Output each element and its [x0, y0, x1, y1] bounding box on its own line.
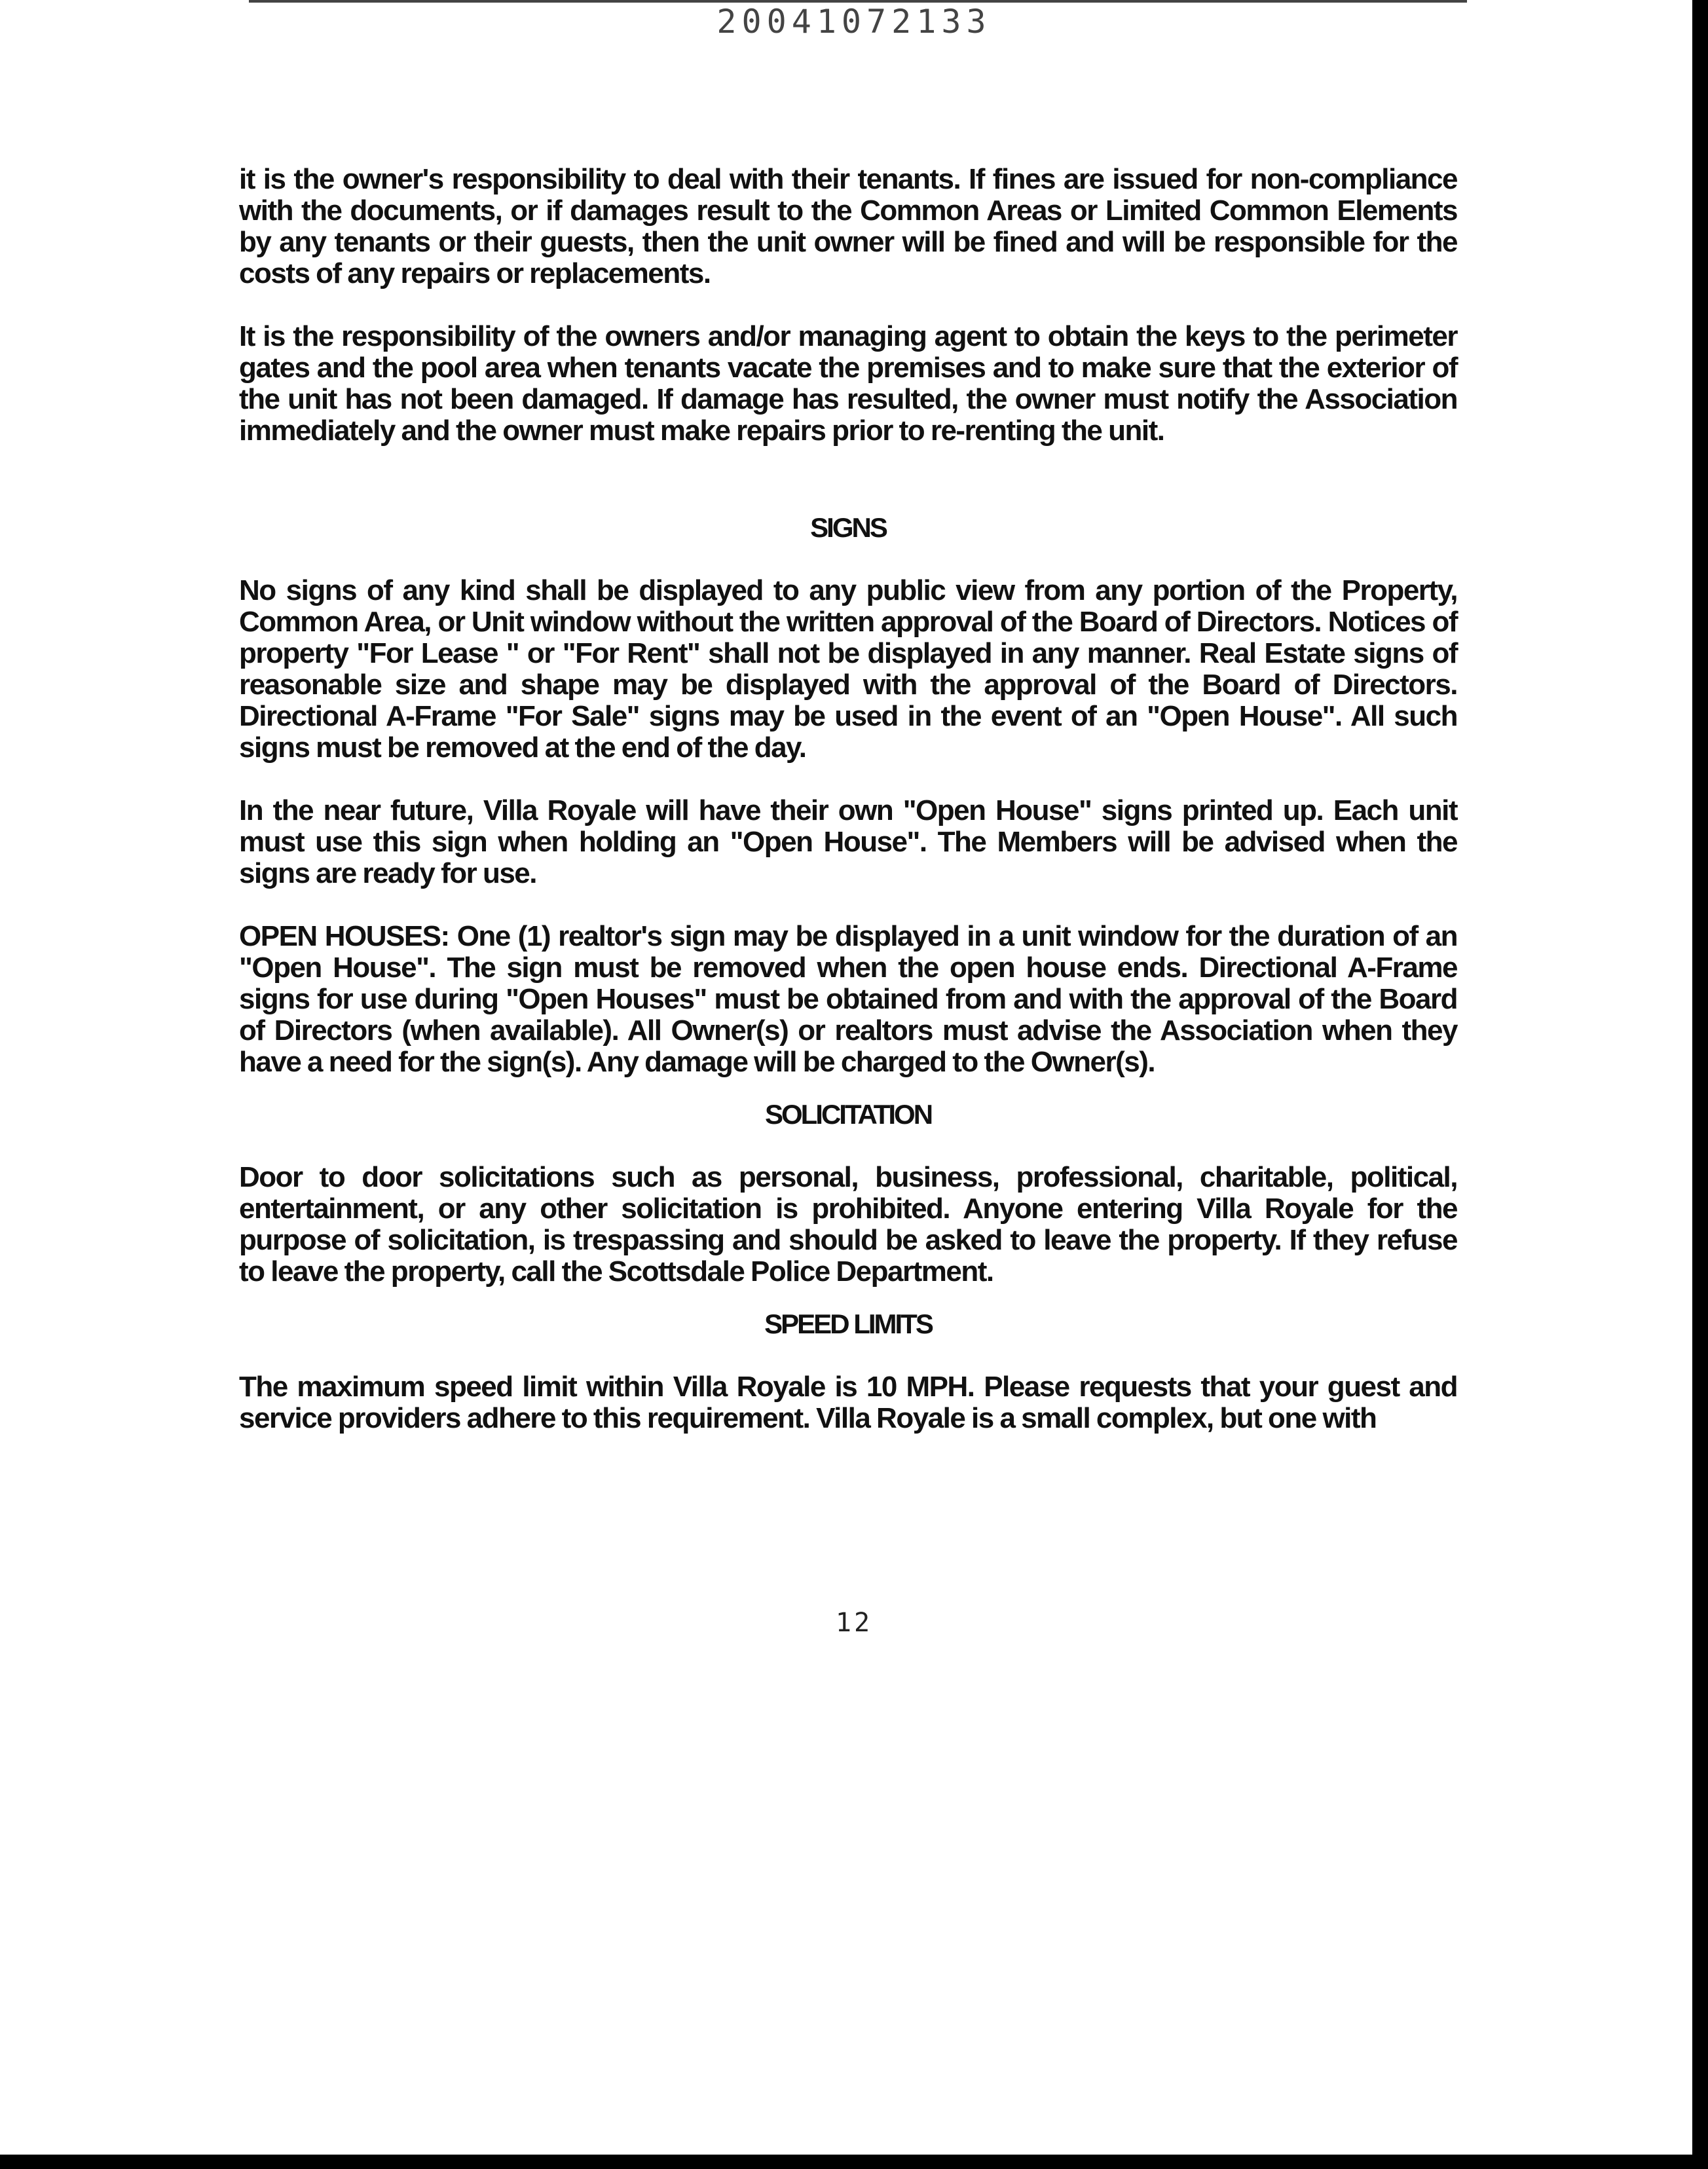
- paragraph-solicitation: Door to door solicitations such as personal, business, professional, charitable, political, entertainment, or any other solicitation is prohibited. Anyone entering Villa Royale for the purpose of solicitation, is trespassing and should be asked to leave the property. If they refuse to leave the property, call the Scottsdale Police Department.: [239, 1161, 1457, 1288]
- section-heading-speed-limits: SPEED LIMITS: [764, 1308, 932, 1339]
- page-content: [239, 164, 1457, 1466]
- paragraph-open-house-signs: In the near future, Villa Royale will have their own "Open House" signs printed up. Each unit must use this sign when holding an "Open House". The Members will be advised when the signs are ready for use.: [239, 794, 1457, 889]
- paragraph-speed-limits: The maximum speed limit within Villa Royale is 10 MPH. Please requests that your guest and service providers adhere to this requirement. Villa Royale is a small complex, but one with: [239, 1371, 1457, 1434]
- page-number: 12: [835, 1608, 873, 1638]
- paragraph-open-houses: OPEN HOUSES: One (1) realtor's sign may be displayed in a unit window for the duration of an "Open House". The sign must be removed when the open house ends. Directional A-Frame signs for use during "Open Houses" must be obtained from and with the approval of the Board of Directors (when available). All Owner(s) or realtors must advise the Association when they have a need for the sign(s). Any damage will be charged to the Owner(s).: [239, 920, 1457, 1078]
- section-heading-solicitation: SOLICITATION: [764, 1099, 932, 1130]
- paragraph-keys-responsibility: It is the responsibility of the owners and/or managing agent to obtain the keys to the perimeter gates and the pool area when tenants vacate the premises and to make sure that the exterior of the unit has not been damaged. If damage has resulted, the owner must notify the Association immediately and the owner must make repairs prior to re-renting the unit.: [239, 320, 1457, 447]
- paragraph-signs-rules: No signs of any kind shall be displayed to any public view from any portion of the Property, Common Area, or Unit window without the written approval of the Board of Directors. Notices of property "For Lease " or "For Rent" shall not be displayed in any manner. Real Estate signs of reasonable size and shape may be displayed with the approval of the Board of Directors. Directional A-Frame "For Sale" signs may be used in the event of an "Open House". All such signs must be removed at the end of the day.: [239, 574, 1457, 764]
- paragraph-tenant-responsibility: it is the owner's responsibility to deal with their tenants. If fines are issued for non-compliance with the documents, or if damages result to the Common Areas or Limited Common Elements by any tenants or their guests, then the unit owner will be fined and will be responsible for the costs of any repairs or replacements.: [239, 163, 1457, 289]
- section-heading-signs: SIGNS: [810, 512, 886, 543]
- scan-bottom-edge: [0, 2155, 1708, 2169]
- scan-right-edge: [1692, 0, 1708, 2169]
- document-id: 20041072133: [716, 3, 992, 41]
